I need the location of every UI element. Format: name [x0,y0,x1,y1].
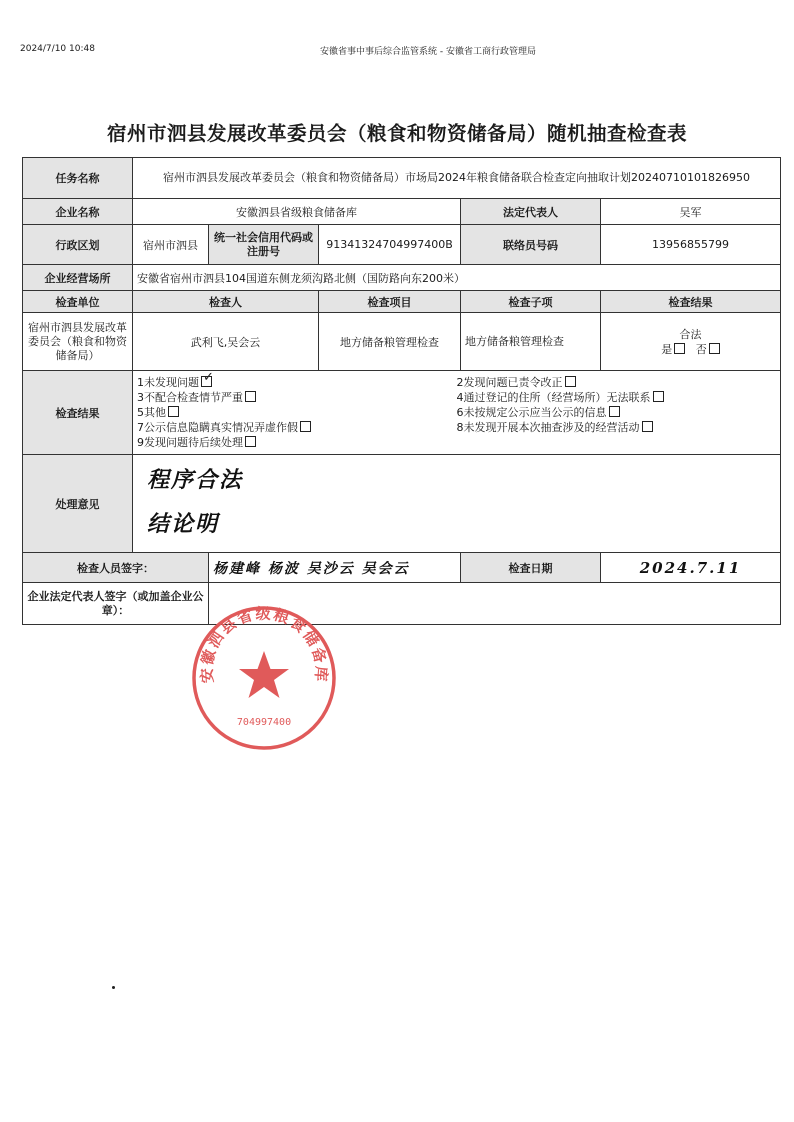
print-timestamp: 2024/7/10 10:48 [20,44,95,54]
result-option-checkbox[interactable] [245,391,256,402]
result-option-label: 6未按规定公示应当公示的信息 [456,406,607,419]
results-row [23,371,781,455]
inspection-date-value: 2024.7.11 [601,553,781,583]
seal-star [239,651,289,698]
address-value: 安徽省宿州市泗县104国道东侧龙须沟路北侧（国防路向东200米） [133,265,781,291]
contact-label: 联络员号码 [461,225,601,265]
result-option-label: 1未发现问题 [137,376,199,389]
handling-line-1: 程序合法 [147,467,244,493]
admin-division-label: 行政区划 [23,225,133,265]
inspector-value: 武利飞,吴会云 [133,313,319,371]
inspector-sign-label: 检查人员签字： [23,553,209,583]
result-option-label: 5其他 [137,406,166,419]
result-option-right-2 [457,405,777,420]
result-option-label: 7公示信息隐瞒真实情况弄虚作假 [137,421,298,434]
legal-rep-sign-row [23,583,781,625]
system-name: 安徽省事中事后综合监管系统 - 安徽省工商行政管理局 [320,47,536,57]
inspection-form-table [22,157,781,625]
inspection-unit-header: 检查单位 [23,291,133,313]
result-option-checkbox[interactable] [168,406,179,417]
result-option-right-1 [457,390,777,405]
result-option-left-3 [137,420,457,435]
result-option-checkbox[interactable] [300,421,311,432]
inspection-subitem-header: 检查子项 [461,291,601,313]
contact-value: 13956855799 [601,225,781,265]
document-title: 宿州市泗县发展改革委员会（粮食和物资储备局）随机抽查检查表 [106,122,687,145]
enterprise-name-value: 安徽泗县省级粮食储备库 [133,199,461,225]
admin-division-value: 宿州市泗县 [133,225,209,265]
results-options [133,371,781,455]
result-option-left-4 [137,435,457,450]
inspection-item-value: 地方储备粮管理检查 [319,313,461,371]
inspection-header-row [23,291,781,313]
result-option-right-3 [457,420,777,435]
enterprise-name-label: 企业名称 [23,199,133,225]
result-no-checkbox[interactable] [709,343,720,354]
inspection-result-header: 检查结果 [601,291,781,313]
result-option-checkbox[interactable] [642,421,653,432]
inspection-item-header: 检查项目 [319,291,461,313]
inspection-unit-value: 宿州市泗县发展改革委员会（粮食和物资储备局） [23,313,133,371]
task-row [23,158,781,199]
official-seal [189,603,339,753]
result-option-checkbox[interactable] [201,376,212,387]
seal-org-text: 安徽泗县省级粮食储备库 [197,604,331,684]
result-option-left-0 [137,375,457,390]
handling-line-2: 结论明 [147,511,220,537]
inspection-date-label: 检查日期 [461,553,601,583]
results-label: 检查结果 [23,371,133,455]
inspection-result-value [601,313,781,371]
handling-opinion [133,455,781,553]
admin-row [23,225,781,265]
result-option-label: 9发现问题待后续处理 [137,436,243,449]
result-option-label: 8未发现开展本次抽查涉及的经营活动 [456,421,640,434]
result-option-right-0 [457,375,777,390]
result-no-label: 否 [695,342,707,356]
results-options-left [137,375,457,450]
legal-rep-value: 吴军 [601,199,781,225]
task-name-value: 宿州市泗县发展改革委员会（粮食和物资储备局）市场局2024年粮食储备联合检查定向抽取计划20240710101826950 [133,158,781,199]
inspection-detail-row [23,313,781,371]
inspector-header: 检查人 [133,291,319,313]
credit-code-value: 91341324704997400B [319,225,461,265]
handling-label: 处理意见 [23,455,133,553]
scan-dot [112,986,115,989]
address-label: 企业经营场所 [23,265,133,291]
enterprise-row [23,199,781,225]
result-yes-label: 是 [661,342,673,356]
result-option-checkbox[interactable] [609,406,620,417]
legal-rep-label: 法定代表人 [461,199,601,225]
address-row [23,265,781,291]
legal-rep-sign-label: 企业法定代表人签字（或加盖企业公章）： [23,583,209,625]
inspector-signature: 杨建峰 杨波 吴沙云 吴会云 [209,553,461,583]
result-option-checkbox[interactable] [245,436,256,447]
handling-row [23,455,781,553]
result-option-checkbox[interactable] [653,391,664,402]
results-options-right [457,375,777,450]
credit-code-label: 统一社会信用代码或注册号 [209,225,319,265]
result-option-label: 3不配合检查情节严重 [137,391,243,404]
signature-row [23,553,781,583]
result-option-label: 2发现问题已责令改正 [456,376,563,389]
page-header [20,44,780,58]
task-name-label: 任务名称 [23,158,133,199]
result-title: 合法 [679,327,702,341]
result-option-left-2 [137,405,457,420]
seal-code-text: 704997400 [236,717,292,728]
result-option-left-1 [137,390,457,405]
inspection-subitem-value: 地方储备粮管理检查 [461,313,601,371]
result-option-label: 4通过登记的住所（经营场所）无法联系 [456,391,651,404]
result-yes-checkbox[interactable] [674,343,685,354]
result-option-checkbox[interactable] [565,376,576,387]
